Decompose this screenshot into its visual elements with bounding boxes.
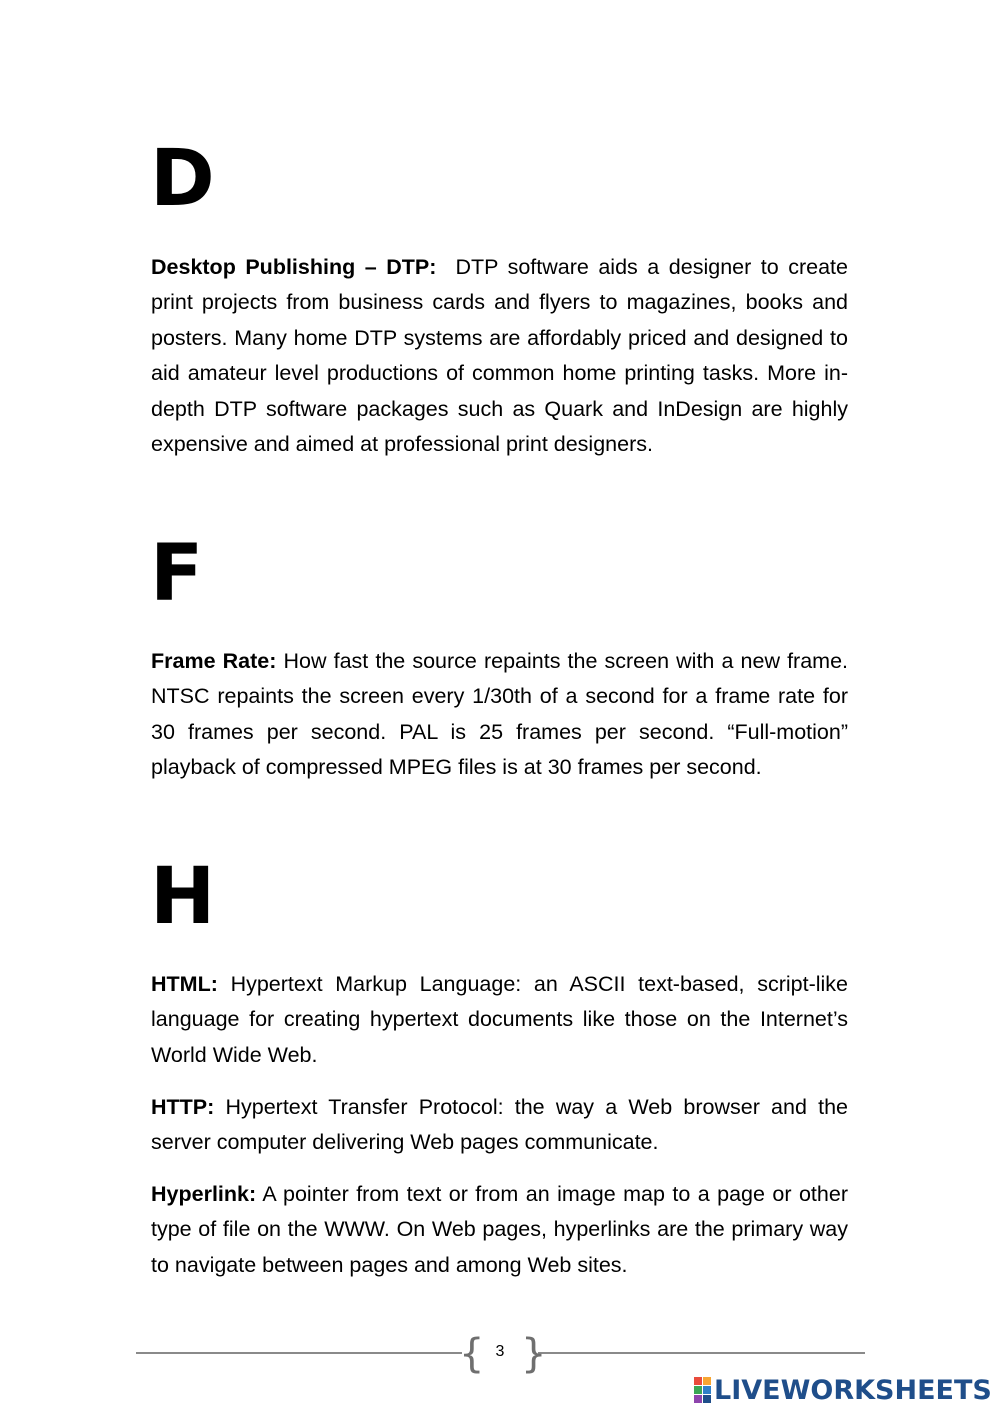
term-label: Frame Rate: <box>151 649 277 673</box>
liveworksheets-logo-icon <box>694 1377 711 1403</box>
term-definition: Hypertext Transfer Protocol: the way a Web browser and the server computer delivering Web pages communicate. <box>151 1095 848 1155</box>
section-letter-d: D <box>150 134 215 224</box>
term-definition: How fast the source repaints the screen with a new frame. NTSC repaints the screen every 1/30th of a second for a frame rate for 30 frames per second. PAL is 25 frames per second. “Full-motion” playback of compressed MPEG files is at 30 frames per second. <box>151 649 848 780</box>
footer-left-brace: { <box>459 1331 485 1377</box>
glossary-entry-hyperlink <box>151 1177 848 1283</box>
liveworksheets-watermark[interactable] <box>694 1375 992 1405</box>
term-definition: DTP software aids a designer to create print projects from business cards and flyers to magazines, books and posters. Many home DTP systems are affordably priced and designed to aid amateur level productions of common home printing tasks. More in-depth DTP software packages such as Quark and InDesign are highly expensive and aimed at professional print designers. <box>151 255 848 457</box>
term-label: HTTP: <box>151 1095 215 1119</box>
footer-rule-left <box>136 1352 462 1354</box>
glossary-entry-http <box>151 1090 848 1161</box>
term-definition: A pointer from text or from an image map to a page or other type of file on the WWW. On Web pages, hyperlinks are the primary way to navigate between pages and among Web sites. <box>151 1182 848 1277</box>
glossary-entry-frame-rate <box>151 644 848 786</box>
term-label: HTML: <box>151 972 218 996</box>
glossary-entry-dtp <box>151 250 848 462</box>
glossary-entry-html <box>151 967 848 1073</box>
page-number: 3 <box>495 1343 505 1360</box>
footer-right-brace: } <box>521 1331 547 1377</box>
section-letter-h: H <box>150 852 216 942</box>
footer-rule-right <box>538 1352 865 1354</box>
section-letter-f: F <box>150 529 204 619</box>
term-definition: Hypertext Markup Language: an ASCII text-based, script-like language for creating hypertext documents like those on the Internet’s World Wide Web. <box>151 972 848 1067</box>
liveworksheets-brand-text: LIVEWORKSHEETS <box>714 1374 992 1406</box>
term-label: Desktop Publishing – DTP: <box>151 255 437 279</box>
term-label: Hyperlink: <box>151 1182 257 1206</box>
